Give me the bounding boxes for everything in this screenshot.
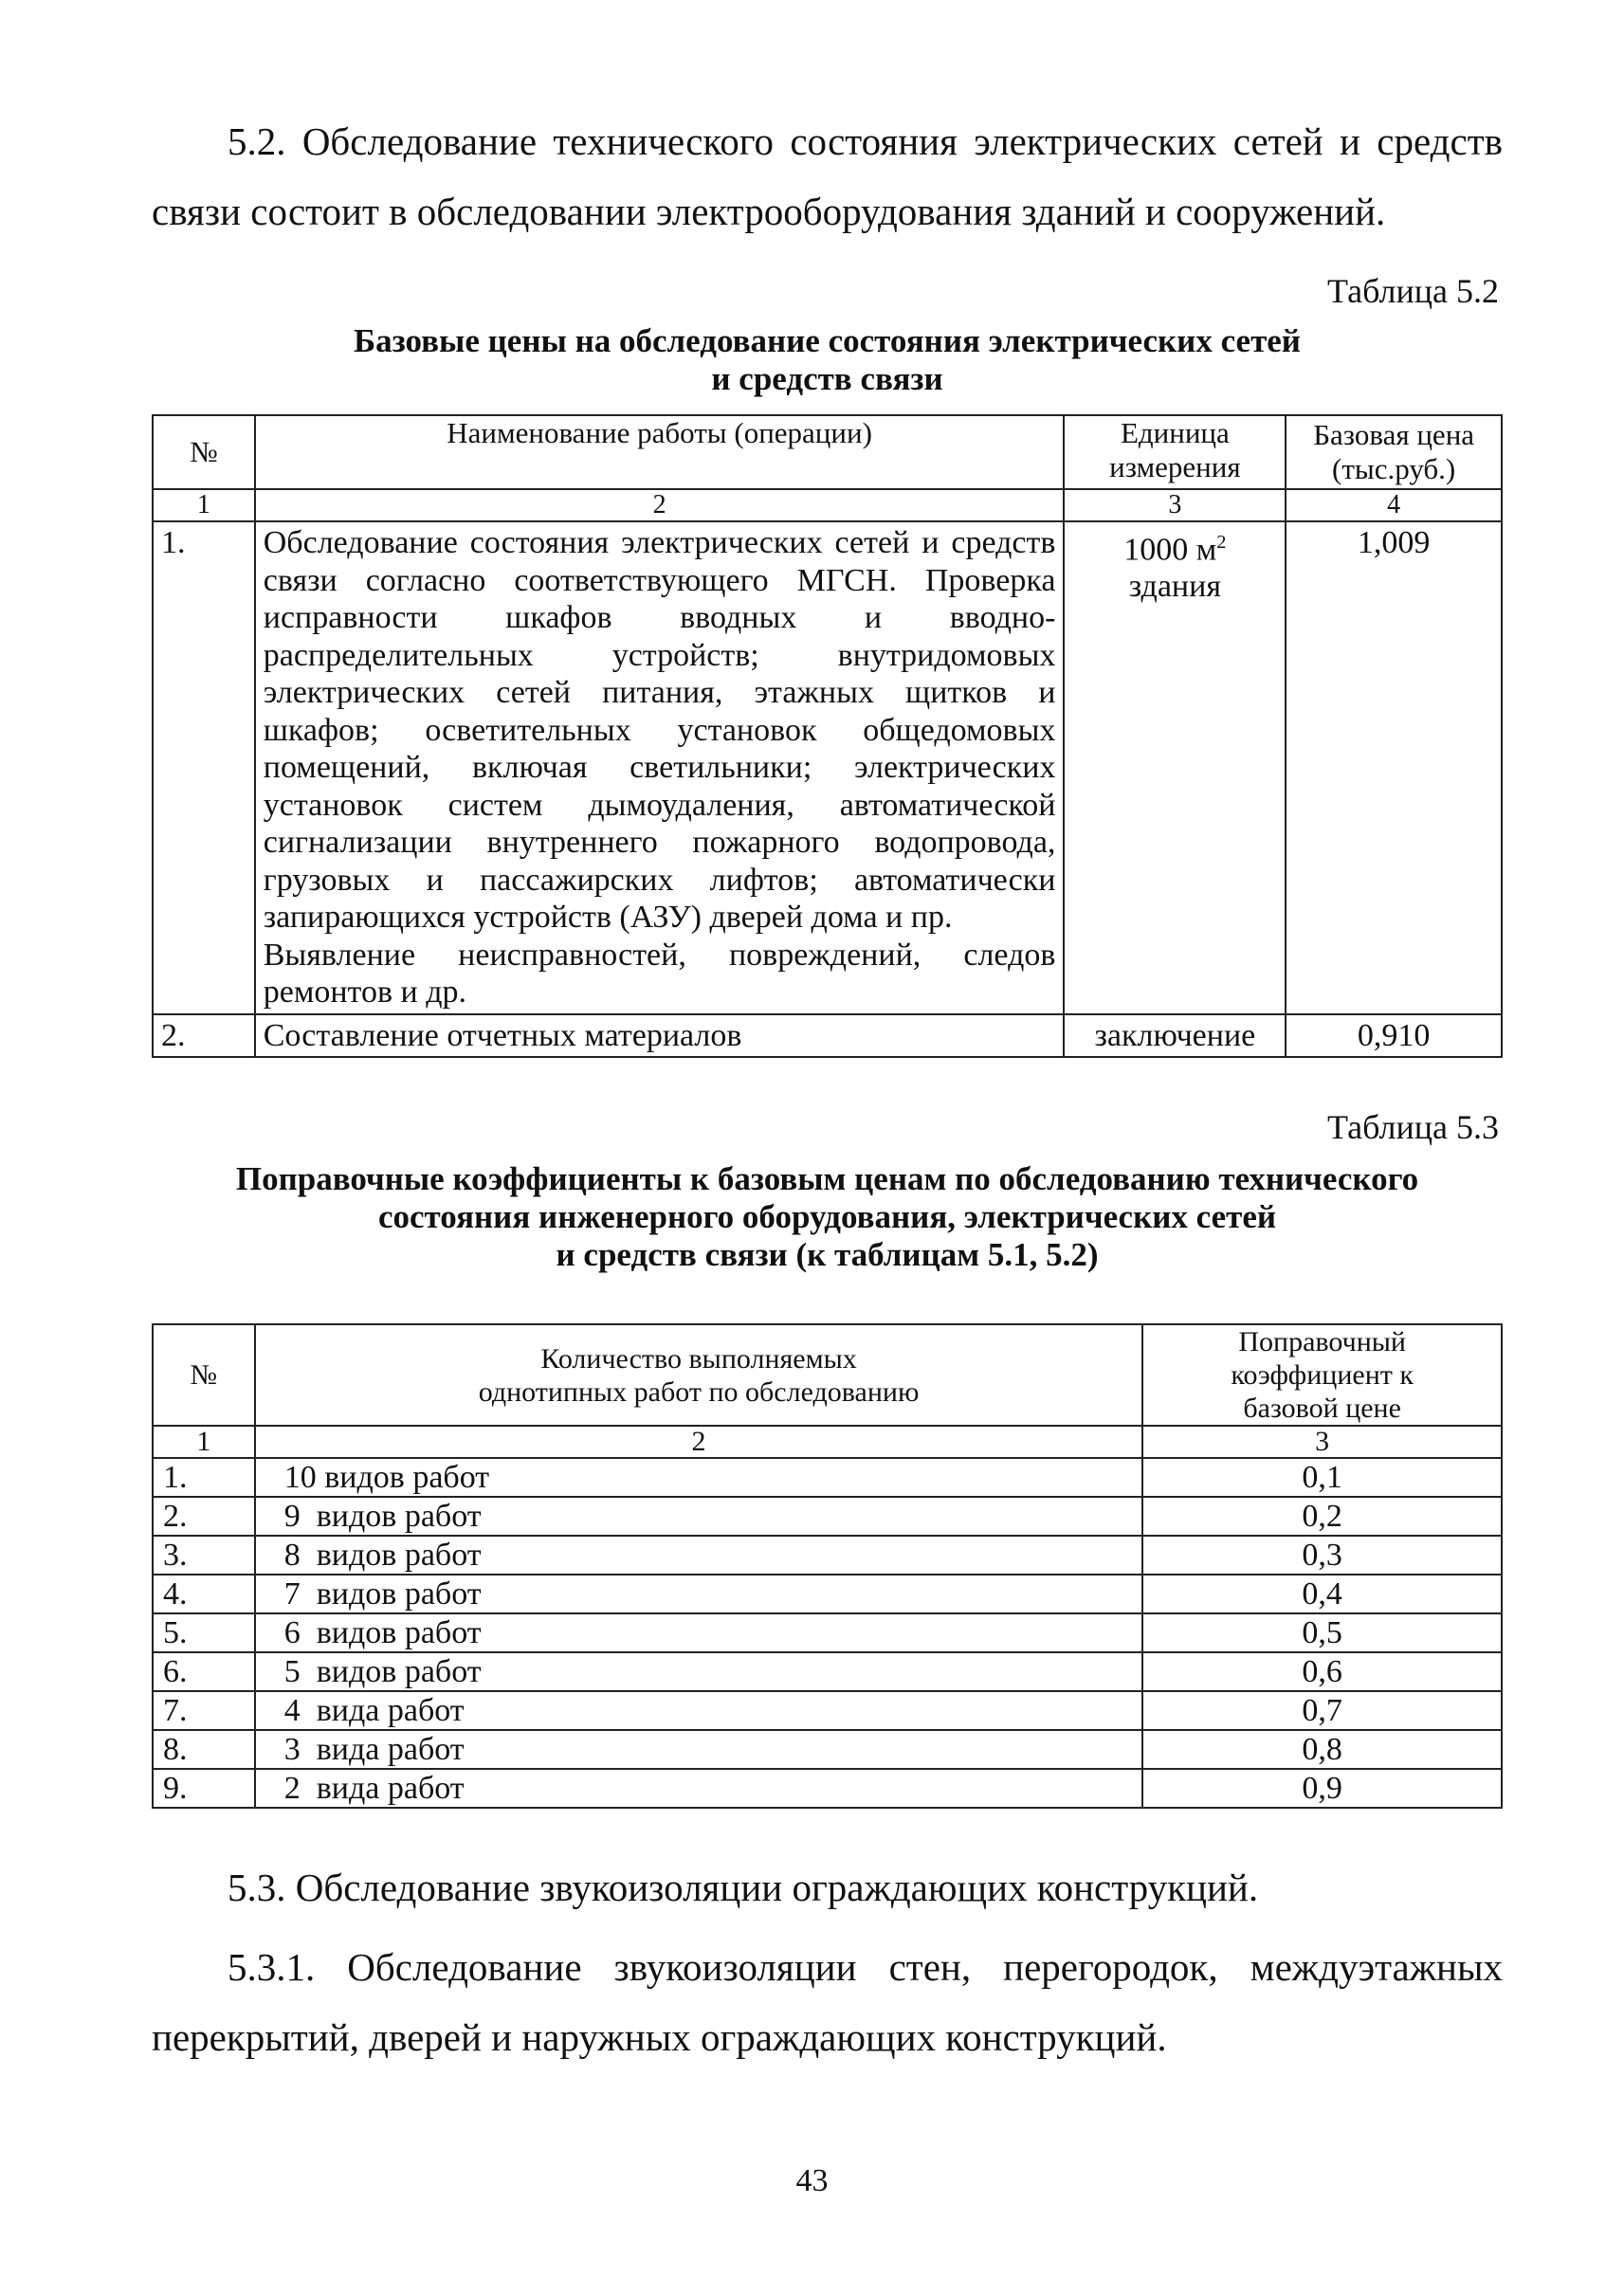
table-row bbox=[153, 1536, 1502, 1575]
header-price: Базовая цена (тыс.руб.) bbox=[1286, 415, 1502, 489]
caption-line: Поправочные коэффициенты к базовым ценам по обследованию технического bbox=[235, 1160, 1419, 1197]
row-description: Составление отчетных материалов bbox=[255, 1014, 1065, 1057]
row-quantity: 10 видов работ bbox=[255, 1458, 1143, 1497]
caption-line: состояния инженерного оборудования, электрических сетей bbox=[377, 1198, 1277, 1235]
row-coefficient: 0,9 bbox=[1142, 1769, 1502, 1808]
table-5-3-label: Таблица 5.3 bbox=[1327, 1108, 1499, 1146]
row-number: 1. bbox=[153, 521, 255, 1014]
row-coefficient: 0,8 bbox=[1142, 1730, 1502, 1769]
table-header-row bbox=[153, 1324, 1502, 1426]
row-quantity: 4 вида работ bbox=[255, 1691, 1143, 1730]
row-price: 0,910 bbox=[1286, 1014, 1502, 1057]
table-row bbox=[153, 1652, 1502, 1691]
description-part: Обследование состояния электрических сетей и средств связи согласно соответствующего МГСН. Проверка исправности шкафов вводных и вводно-распределительных устройств; внутридомовых электрических сетей питания, этажных щитков и шкафов; осветительных установок общедомовых помещений, включая светильники; электрических установок систем дымоудаления, автоматической сигнализации внутреннего пожарного водопровода, грузовых и пассажирских лифтов; автоматически запирающихся устройств (АЗУ) дверей дома и пр. bbox=[263, 525, 1056, 935]
row-quantity: 5 видов работ bbox=[255, 1652, 1143, 1691]
header-num: № bbox=[153, 415, 255, 489]
row-number: 6. bbox=[153, 1652, 255, 1691]
table-row bbox=[153, 1458, 1502, 1497]
table-row bbox=[153, 1730, 1502, 1769]
paragraph-5-3: 5.3. Обследование звукоизоляции ограждающих конструкций. bbox=[228, 1866, 1259, 1909]
table-row bbox=[153, 1769, 1502, 1808]
table-row bbox=[153, 1014, 1502, 1057]
table-5-2-caption bbox=[152, 322, 1503, 398]
row-coefficient: 0,4 bbox=[1142, 1575, 1502, 1613]
caption-line: Базовые цены на обследование состояния электрических сетей bbox=[354, 322, 1301, 359]
table-5-3-caption bbox=[152, 1160, 1503, 1274]
header-name: Наименование работы (операции) bbox=[255, 415, 1065, 489]
table-header-row bbox=[153, 415, 1502, 489]
row-coefficient: 0,6 bbox=[1142, 1652, 1502, 1691]
unit-superscript: 2 bbox=[1216, 532, 1227, 553]
caption-line: и средств связи (к таблицам 5.1, 5.2) bbox=[556, 1236, 1099, 1273]
row-coefficient: 0,3 bbox=[1142, 1536, 1502, 1575]
row-number: 8. bbox=[153, 1730, 255, 1769]
col-number: 2 bbox=[255, 1426, 1143, 1458]
row-quantity: 7 видов работ bbox=[255, 1575, 1143, 1613]
page-number: 43 bbox=[795, 2163, 829, 2198]
unit-value: 1000 м bbox=[1123, 532, 1217, 568]
paragraph-5-2: 5.2. Обследование технического состояния электрических сетей и средств связи состоит в обследовании электрооборудования зданий и сооружений. bbox=[152, 119, 1503, 233]
paragraph-5-3-1: 5.3.1. Обследование звукоизоляции стен, перегородок, междуэтажных перекрытий, дверей и наружных ограждающих конструкций. bbox=[152, 1945, 1503, 2059]
row-number: 5. bbox=[153, 1613, 255, 1652]
table-row bbox=[153, 1575, 1502, 1613]
row-number: 2. bbox=[153, 1497, 255, 1536]
table-row bbox=[153, 1691, 1502, 1730]
header-qty: Количество выполняемых однотипных работ по обследованию bbox=[255, 1324, 1143, 1426]
table-5-3 bbox=[152, 1323, 1503, 1809]
row-coefficient: 0,2 bbox=[1142, 1497, 1502, 1536]
unit-line2: здания bbox=[1128, 569, 1221, 605]
row-number: 7. bbox=[153, 1691, 255, 1730]
row-number: 3. bbox=[153, 1536, 255, 1575]
row-quantity: 9 видов работ bbox=[255, 1497, 1143, 1536]
column-number-row bbox=[153, 1426, 1502, 1458]
row-coefficient: 0,1 bbox=[1142, 1458, 1502, 1497]
header-coef: Поправочный коэффициент к базовой цене bbox=[1142, 1324, 1502, 1426]
table-5-2-label: Таблица 5.2 bbox=[1327, 272, 1499, 310]
header-num: № bbox=[153, 1324, 255, 1426]
row-number: 4. bbox=[153, 1575, 255, 1613]
col-number: 3 bbox=[1064, 489, 1286, 521]
col-number: 4 bbox=[1286, 489, 1502, 521]
row-description bbox=[255, 521, 1065, 1014]
col-number: 1 bbox=[153, 489, 255, 521]
column-number-row bbox=[153, 489, 1502, 521]
table-row bbox=[153, 1613, 1502, 1652]
header-unit: Единица измерения bbox=[1064, 415, 1286, 489]
row-unit: заключение bbox=[1064, 1014, 1286, 1057]
row-unit bbox=[1064, 521, 1286, 1014]
row-coefficient: 0,5 bbox=[1142, 1613, 1502, 1652]
row-number: 9. bbox=[153, 1769, 255, 1808]
row-price: 1,009 bbox=[1286, 521, 1502, 1014]
col-number: 1 bbox=[153, 1426, 255, 1458]
row-quantity: 2 вида работ bbox=[255, 1769, 1143, 1808]
table-row bbox=[153, 521, 1502, 1014]
row-coefficient: 0,7 bbox=[1142, 1691, 1502, 1730]
table-row bbox=[153, 1497, 1502, 1536]
row-quantity: 8 видов работ bbox=[255, 1536, 1143, 1575]
table-5-2 bbox=[152, 414, 1503, 1058]
row-quantity: 3 вида работ bbox=[255, 1730, 1143, 1769]
row-number: 2. bbox=[153, 1014, 255, 1057]
col-number: 2 bbox=[255, 489, 1065, 521]
col-number: 3 bbox=[1142, 1426, 1502, 1458]
description-part: Выявление неисправностей, повреждений, следов ремонтов и др. bbox=[263, 937, 1056, 1010]
row-number: 1. bbox=[153, 1458, 255, 1497]
row-quantity: 6 видов работ bbox=[255, 1613, 1143, 1652]
caption-line: и средств связи bbox=[711, 360, 943, 397]
